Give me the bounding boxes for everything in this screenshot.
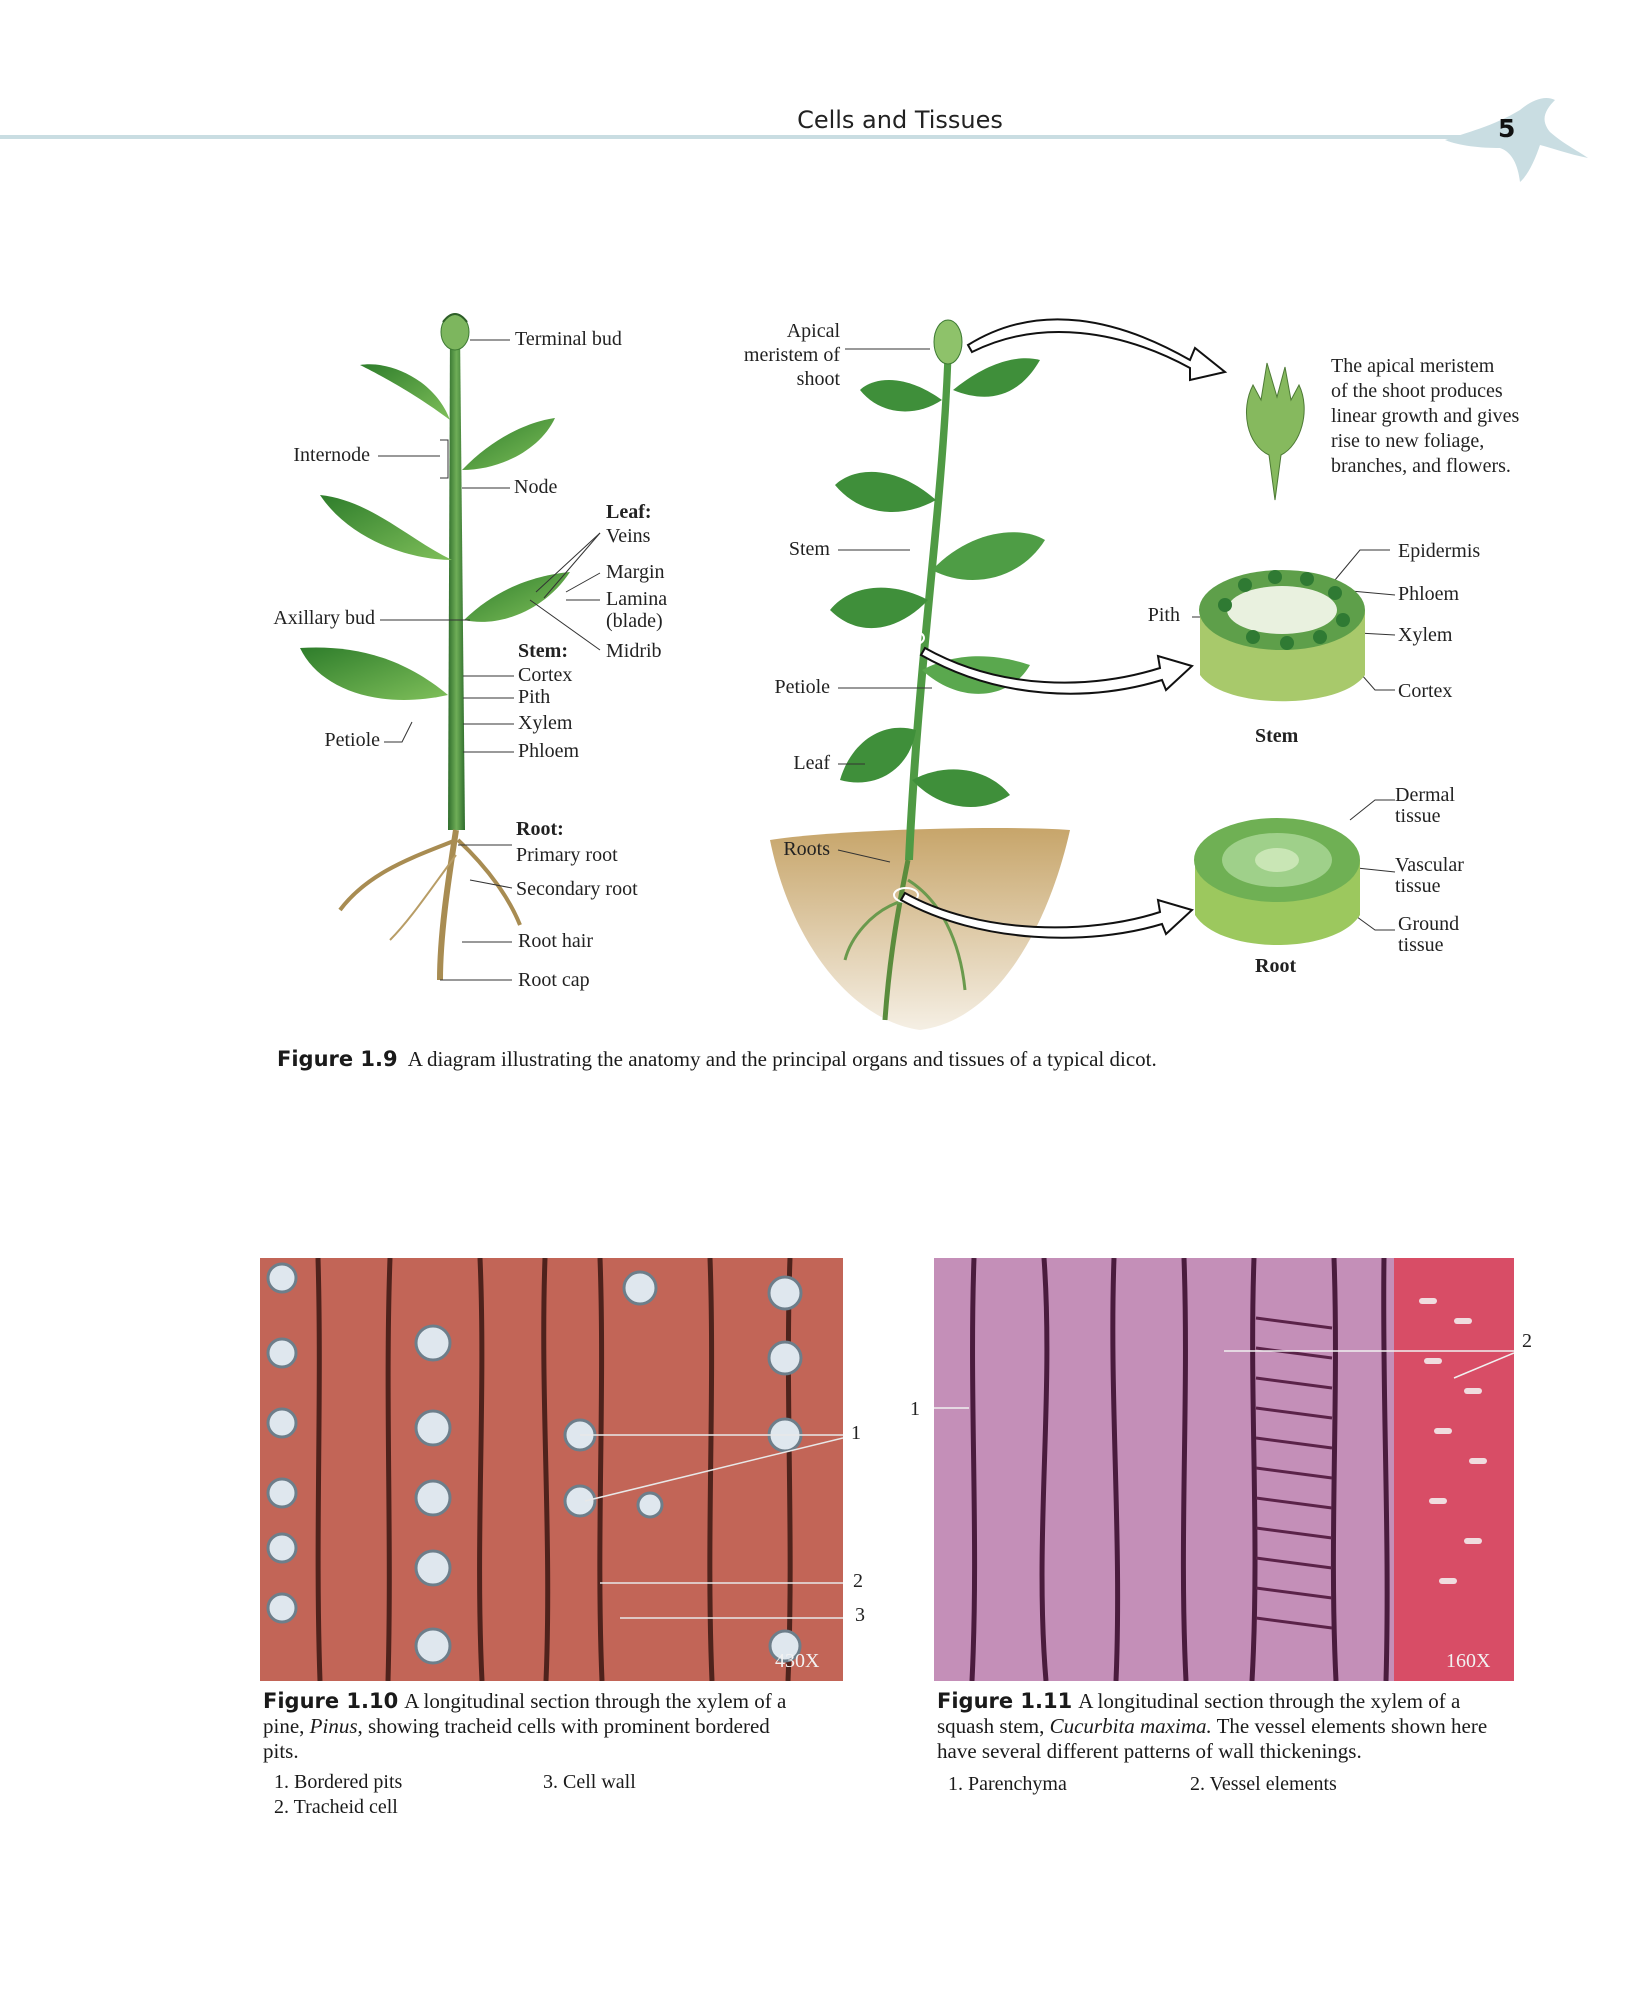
label-primary-root: Primary root [516,844,618,866]
figure-1-10-italic: Pinus [309,1714,358,1738]
label-leaf-right: Leaf [793,752,830,774]
figure-1-9-label: Figure 1.9 [277,1047,398,1071]
label-axillary-bud: Axillary bud [273,607,375,629]
apical-note-4: rise to new foliage, [1331,430,1485,452]
label-internode: Internode [293,444,370,466]
label-secondary-root: Secondary root [516,878,638,900]
page-number: 5 [1498,114,1516,143]
label-vascular-2: tissue [1395,875,1441,897]
label-blade: (blade) [606,610,663,632]
magnification-430x: 430X [775,1650,820,1672]
label-apical-2: meristem of [743,344,840,366]
label-lamina: Lamina [606,588,668,610]
figure-1-9-text: A diagram illustrating the anatomy and the principal organs and tissues of a typical dicot. [407,1047,1157,1071]
legend-parenchyma: 1. Parenchyma [948,1773,1067,1795]
label-apical-1: Apical [786,320,840,342]
label-roots: Roots [783,838,830,860]
label-stem-phloem: Phloem [1398,583,1460,605]
label-petiole: Petiole [324,729,380,751]
magnification-160x: 160X [1446,1650,1491,1672]
label-dermal-1: Dermal [1395,784,1455,806]
apical-note-5: branches, and flowers. [1331,455,1511,477]
running-head: Cells and Tissues [797,106,1003,134]
squash-xylem-photo-art [934,1258,1514,1681]
callout-3-wall: 3 [855,1604,865,1626]
apical-note-2: of the shoot produces [1331,380,1503,402]
label-vascular-1: Vascular [1395,854,1464,876]
apical-note-1: The apical meristem [1331,355,1495,377]
apical-meristem-detail [1235,355,1315,505]
label-root-heading: Root: [516,818,564,840]
figure-1-10-caption [263,1689,803,1764]
label-apical-3: shoot [796,368,840,390]
figure-1-10-label: Figure 1.10 [263,1689,399,1713]
label-stem-epidermis: Epidermis [1398,540,1481,562]
label-pith: Pith [518,686,551,708]
callout-1-parenchyma: 1 [910,1398,920,1420]
apical-note-3: linear growth and gives [1331,405,1520,427]
figure-1-11-italic: Cucurbita maxima. [1049,1714,1212,1738]
label-xylem: Xylem [518,712,573,734]
legend-cell-wall: 3. Cell wall [543,1771,636,1793]
label-root-hair: Root hair [518,930,593,952]
pine-xylem-photo-art [260,1258,843,1681]
label-cortex: Cortex [518,664,573,686]
root-cross-section [1190,810,1365,960]
label-midrib: Midrib [606,640,662,662]
label-stem-right: Stem [788,538,830,560]
figure-1-11-text-a: A longitudinal section through the xylem of a squash stem, [937,1689,1461,1738]
label-petiole-right: Petiole [774,676,830,698]
label-leaf-heading: Leaf: [606,501,652,523]
legend-bordered-pits: 1. Bordered pits [274,1771,403,1793]
label-ground-2: tissue [1398,934,1444,956]
figure-1-10-text-a: A longitudinal section through the xylem of a pine, [263,1689,787,1738]
label-terminal-bud: Terminal bud [515,328,622,350]
figure-1-11-text-b: The vessel elements shown here have several different patterns of wall thickenings. [937,1714,1488,1763]
label-root-title: Root [1255,955,1297,977]
pine-xylem-micrograph [260,1258,843,1681]
figure-1-11-label: Figure 1.11 [937,1689,1073,1713]
figure-1-11-caption [937,1689,1517,1764]
label-root-cap: Root cap [518,969,590,991]
callout-1-pits: 1 [851,1422,861,1444]
label-ground-1: Ground [1398,913,1460,935]
label-stem-cortex: Cortex [1398,680,1453,702]
label-margin: Margin [606,561,665,583]
label-stem-xylem: Xylem [1398,624,1453,646]
squash-xylem-micrograph [934,1258,1514,1681]
label-stem-title: Stem [1255,725,1299,747]
label-dermal-2: tissue [1395,805,1441,827]
stem-cross-section [1195,565,1370,710]
legend-vessel-elements: 2. Vessel elements [1190,1773,1337,1795]
legend-tracheid-cell: 2. Tracheid cell [274,1796,398,1818]
figure-1-10-text-b: , showing tracheid cells with prominent bordered pits. [263,1714,770,1763]
label-stem-pith: Pith [1147,604,1180,626]
label-stem-heading: Stem: [518,640,568,662]
figure-1-9-caption [277,1047,1527,1072]
label-veins: Veins [606,525,651,547]
label-phloem: Phloem [518,740,580,762]
callout-2-vessels: 2 [1522,1330,1532,1352]
callout-2-tracheid: 2 [853,1570,863,1592]
label-node: Node [514,476,558,498]
